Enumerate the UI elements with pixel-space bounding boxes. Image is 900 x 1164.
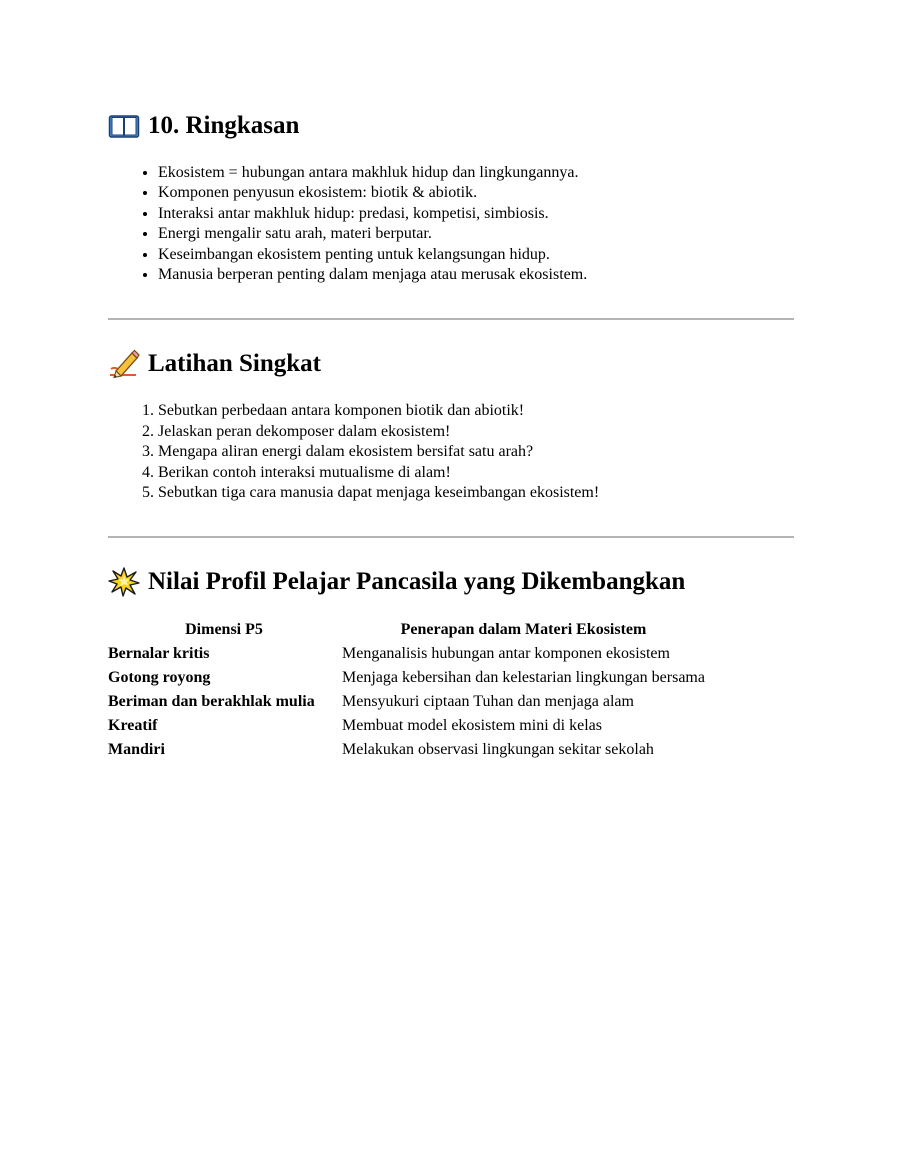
table-header-penerapan: Penerapan dalam Materi Ekosistem: [400, 621, 647, 639]
section-divider: [108, 536, 794, 538]
p5-table: [108, 618, 707, 763]
open-book-icon: [108, 111, 140, 141]
table-cell-penerapan: Menganalisis hubungan antar komponen ekosistem: [342, 645, 670, 663]
table-header-dimensi: Dimensi P5: [185, 621, 263, 639]
list-item: • Energi mengalir satu arah, materi berputar.: [158, 224, 794, 244]
list-item: • Manusia berperan penting dalam menjaga atau merusak ekosistem.: [158, 265, 794, 285]
table-row: [108, 739, 707, 763]
heading-latihan: [108, 342, 794, 386]
table-cell-dimensi: Gotong royong: [108, 669, 211, 687]
list-item: 2. Jelaskan peran dekomposer dalam ekosistem!: [158, 422, 794, 442]
list-item: 3. Mengapa aliran energi dalam ekosistem bersifat satu arah?: [158, 442, 794, 462]
table-row: [108, 667, 707, 691]
table-cell-penerapan: Menjaga kebersihan dan kelestarian lingkungan bersama: [342, 669, 705, 687]
table-cell-dimensi: Beriman dan berakhlak mulia: [108, 693, 315, 711]
heading-ringkasan: [108, 104, 794, 148]
heading-p5-text: Nilai Profil Pelajar Pancasila yang Dikembangkan: [148, 568, 686, 596]
heading-p5: [108, 560, 794, 604]
latihan-list: [108, 401, 794, 503]
ringkasan-list: [108, 163, 794, 285]
table-cell-dimensi: Kreatif: [108, 717, 158, 735]
table-row: [108, 643, 707, 667]
table-header-row: [108, 618, 707, 643]
list-item: • Komponen penyusun ekosistem: biotik & abiotik.: [158, 183, 794, 203]
document-content: [108, 104, 794, 763]
list-item: 5. Sebutkan tiga cara manusia dapat menjaga keseimbangan ekosistem!: [158, 483, 794, 503]
table-cell-dimensi: Bernalar kritis: [108, 645, 210, 663]
list-item: • Interaksi antar makhluk hidup: predasi, kompetisi, simbiosis.: [158, 204, 794, 224]
pencil-writing-icon: [108, 349, 140, 379]
section-divider: [108, 318, 794, 320]
table-cell-penerapan: Membuat model ekosistem mini di kelas: [342, 717, 602, 735]
list-item: 4. Berikan contoh interaksi mutualisme di alam!: [158, 463, 794, 483]
sparkle-star-icon: [108, 567, 140, 597]
table-cell-dimensi: Mandiri: [108, 741, 165, 759]
table-row: [108, 715, 707, 739]
table-row: [108, 691, 707, 715]
list-item: • Keseimbangan ekosistem penting untuk kelangsungan hidup.: [158, 245, 794, 265]
heading-latihan-text: Latihan Singkat: [148, 350, 321, 378]
list-item: • Ekosistem = hubungan antara makhluk hidup dan lingkungannya.: [158, 163, 794, 183]
heading-ringkasan-text: 10. Ringkasan: [148, 112, 300, 139]
table-cell-penerapan: Mensyukuri ciptaan Tuhan dan menjaga alam: [342, 693, 634, 711]
list-item: 1. Sebutkan perbedaan antara komponen biotik dan abiotik!: [158, 401, 794, 421]
table-cell-penerapan: Melakukan observasi lingkungan sekitar sekolah: [342, 741, 654, 759]
